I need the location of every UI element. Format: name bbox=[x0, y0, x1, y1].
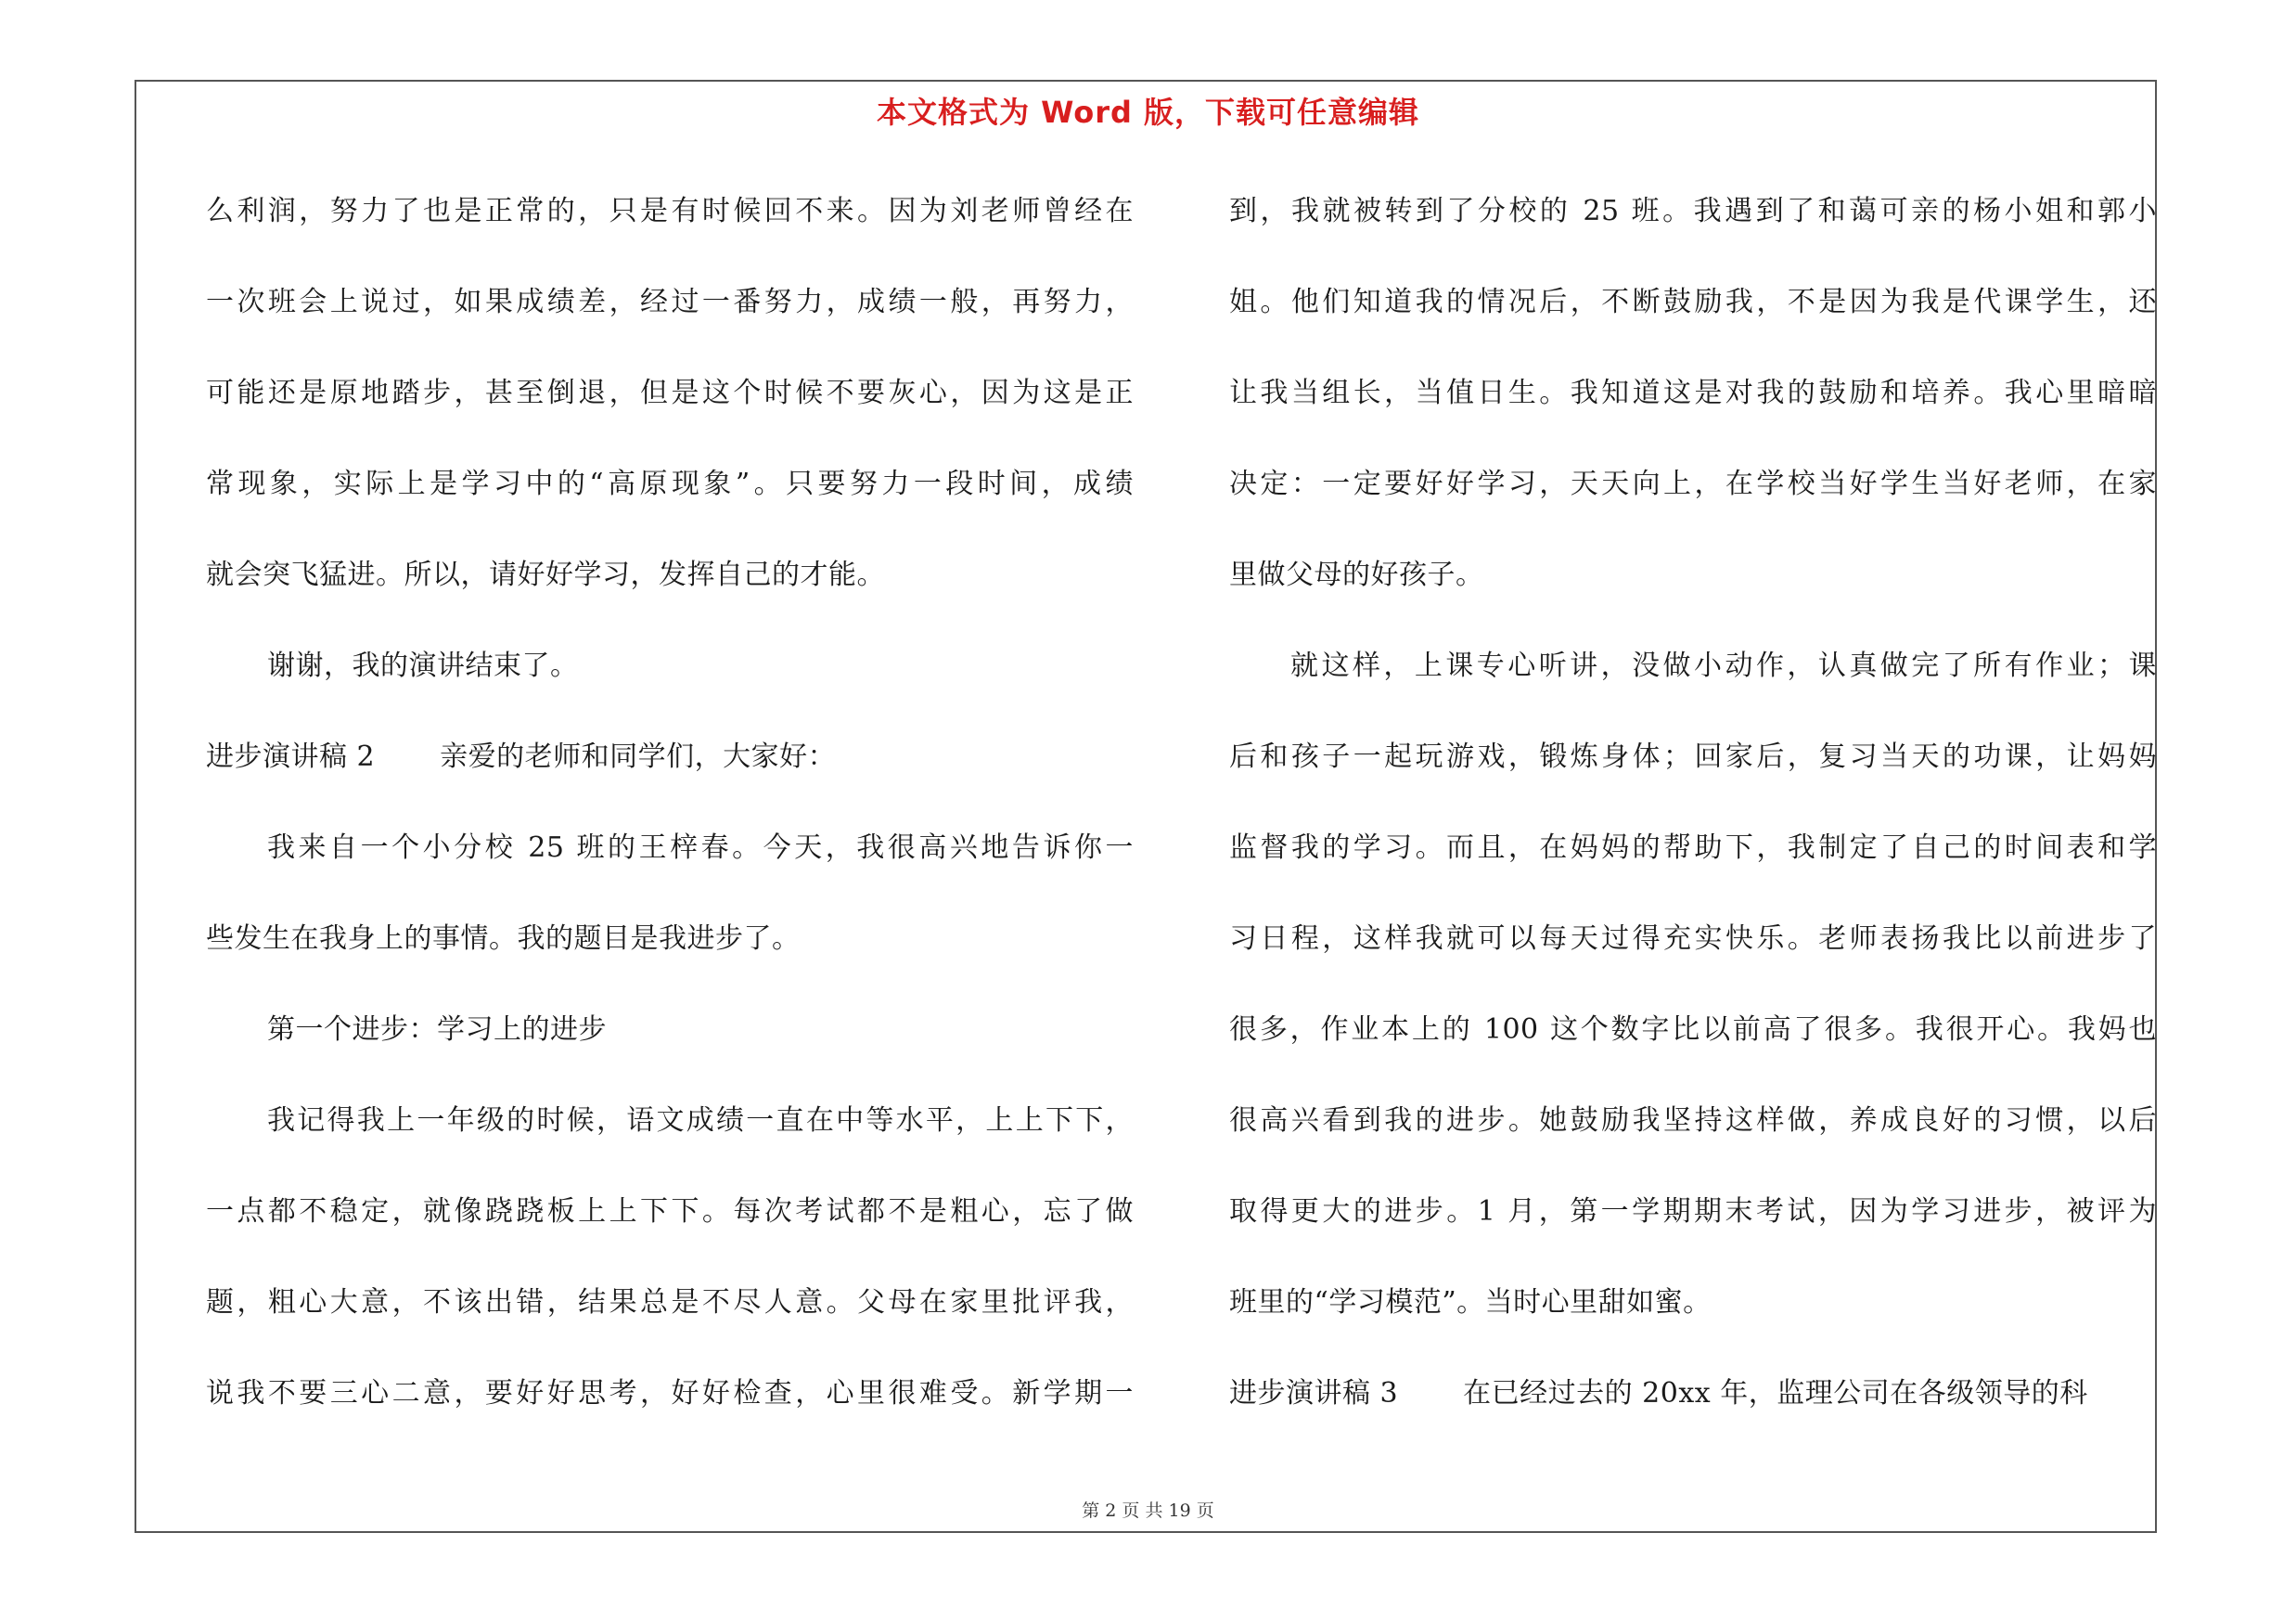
text-line: 常现象，实际上是学习中的“高原现象”。只要努力一段时间，成绩 bbox=[206, 468, 1134, 500]
text-line: 一次班会上说过，如果成绩差，经过一番努力，成绩一般，再努力， bbox=[206, 286, 1134, 318]
page-number-footer: 第 2 页 共 19 页 bbox=[1082, 1501, 1214, 1521]
left-column bbox=[206, 182, 1134, 1455]
right-column bbox=[1229, 182, 2157, 1455]
section-title: 进步演讲稿 3 bbox=[1229, 1377, 1399, 1410]
text-line: 一点都不稳定，就像跷跷板上上下下。每次考试都不是粗心，忘了做 bbox=[206, 1195, 1134, 1228]
text-line: 说我不要三心二意，要好好思考，好好检查，心里很难受。新学期一 bbox=[206, 1377, 1134, 1410]
text-line: 些发生在我身上的事情。我的题目是我进步了。 bbox=[206, 922, 801, 955]
text-line: 决定：一定要好好学习，天天向上，在学校当好学生当好老师，在家 bbox=[1229, 468, 2157, 500]
text-line: 就这样，上课专心听讲，没做小动作，认真做完了所有作业；课 bbox=[1290, 650, 2157, 682]
text-line: 取得更大的进步。1 月，第一学期期末考试，因为学习进步，被评为 bbox=[1229, 1195, 2157, 1228]
text-line: 到，我就被转到了分校的 25 班。我遇到了和蔼可亲的杨小姐和郭小 bbox=[1229, 195, 2157, 227]
text-line: 让我当组长，当值日生。我知道这是对我的鼓励和培养。我心里暗暗 bbox=[1229, 377, 2157, 409]
text-line: 第一个进步：学习上的进步 bbox=[267, 1013, 607, 1046]
text-line: 谢谢，我的演讲结束了。 bbox=[267, 650, 579, 682]
text-line: 我来自一个小分校 25 班的王梓春。今天，我很高兴地告诉你一 bbox=[267, 831, 1134, 864]
text-line: 很高兴看到我的进步。她鼓励我坚持这样做，养成良好的习惯，以后 bbox=[1229, 1104, 2157, 1137]
text-line: 么利润，努力了也是正常的，只是有时候回不来。因为刘老师曾经在 bbox=[206, 195, 1134, 227]
text-line: 里做父母的好孩子。 bbox=[1229, 559, 1484, 591]
text-line: 监督我的学习。而且，在妈妈的帮助下，我制定了自己的时间表和学 bbox=[1229, 831, 2157, 864]
text-line: 很多，作业本上的 100 这个数字比以前高了很多。我很开心。我妈也 bbox=[1229, 1013, 2157, 1046]
text-line: 题，粗心大意，不该出错，结果总是不尽人意。父母在家里批评我， bbox=[206, 1286, 1134, 1319]
section-title: 进步演讲稿 2 bbox=[206, 741, 376, 773]
header-banner: 本文格式为 Word 版，下载可任意编辑 bbox=[876, 95, 1420, 130]
text-line: 可能还是原地踏步，甚至倒退，但是这个时候不要灰心，因为这是正 bbox=[206, 377, 1134, 409]
text-line: 习日程，这样我就可以每天过得充实快乐。老师表扬我比以前进步了 bbox=[1229, 922, 2157, 955]
section-heading-2 bbox=[206, 728, 1134, 818]
text-line: 班里的“学习模范”。当时心里甜如蜜。 bbox=[1229, 1286, 1712, 1319]
section-greeting: 亲爱的老师和同学们，大家好： bbox=[440, 741, 837, 773]
section-heading-3 bbox=[1229, 1364, 2157, 1455]
text-line: 后和孩子一起玩游戏，锻炼身体；回家后，复习当天的功课，让妈妈 bbox=[1229, 741, 2157, 773]
text-line: 我记得我上一年级的时候，语文成绩一直在中等水平，上上下下， bbox=[267, 1104, 1134, 1137]
text-line: 姐。他们知道我的情况后，不断鼓励我，不是因为我是代课学生，还 bbox=[1229, 286, 2157, 318]
text-line: 就会突飞猛进。所以，请好好学习，发挥自己的才能。 bbox=[206, 559, 885, 591]
section-intro: 在已经过去的 20xx 年，监理公司在各级领导的科 bbox=[1463, 1377, 2088, 1410]
